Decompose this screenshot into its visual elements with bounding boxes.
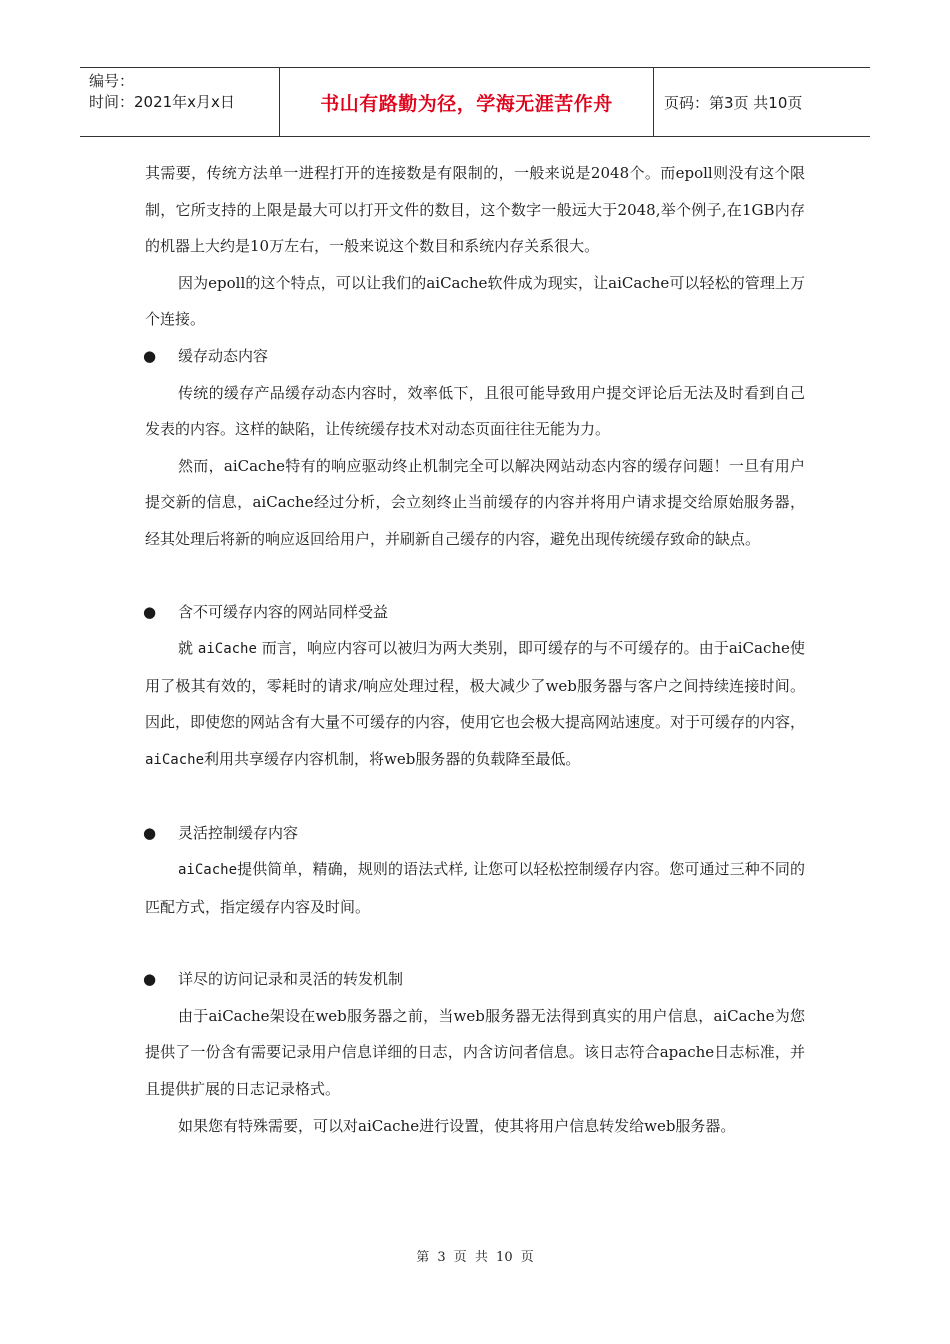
bullet-label: 详尽的访问记录和灵活的转发机制 [178, 970, 404, 989]
bullet-label: 灵活控制缓存内容 [178, 823, 299, 842]
text-run: 而言，响应内容可以被归为两大类别，即可缓存的与不可缓存的。由于aiCache使用了极其有效的，零耗时的请求/响应处理过程，极大减少了web服务器与客户之间持续连接时间。因此，即使您的网站含有大量不可缓存的内容，使用它也会极大提高网站速度。对于可缓存的内容， [145, 639, 806, 732]
bullet-label: 含不可缓存内容的网站同样受益 [178, 602, 389, 621]
date-label: 时间：2021年x月x日 [89, 93, 235, 111]
page-footer: 第 3 页 共 10 页 [416, 1250, 534, 1265]
header-table [80, 67, 870, 137]
document-body [145, 155, 805, 1144]
bullet-uncacheable [145, 594, 805, 631]
bullet-dot-icon: ● [143, 823, 157, 842]
bullet-dot-icon: ● [143, 970, 157, 989]
bullet-label: 缓存动态内容 [178, 346, 269, 365]
spacer [145, 925, 805, 961]
number-label: 编号： [89, 72, 135, 90]
paragraph-response-categories [145, 630, 805, 778]
text-run-mono: aiCache [197, 641, 257, 658]
spacer [145, 779, 805, 815]
paragraph-logging: 由于aiCache架设在web服务器之前，当web服务器无法得到真实的用户信息，aiCache为您提供了一份含有需要记录用户信息详细的日志，内含访问者信息。该日志符合apache日志标准，并且提供扩展的日志记录格式。 [145, 1006, 805, 1099]
paragraph-syntax [145, 851, 805, 925]
bullet-access-log [145, 961, 805, 998]
paragraph-epoll-feature: 因为epoll的这个特点，可以让我们的aiCache软件成为现实，让aiCache可以轻松的管理上万个连接。 [145, 273, 805, 329]
header-page-label: 页码：第3页 共10页 [664, 93, 803, 112]
bullet-dot-icon: ● [143, 602, 157, 621]
bullet-dynamic-content [145, 338, 805, 375]
bullet-dot-icon: ● [143, 346, 157, 365]
paragraph-traditional-cache: 传统的缓存产品缓存动态内容时，效率低下，且很可能导致用户提交评论后无法及时看到自己发表的内容。这样的缺陷，让传统缓存技术对动态页面往往无能为力。 [145, 383, 805, 439]
paragraph-forwarding: 如果您有特殊需要，可以对aiCache进行设置，使其将用户信息转发给web服务器。 [178, 1116, 736, 1135]
text-run-mono: aiCache [178, 862, 238, 879]
spacer [145, 558, 805, 594]
text-run-mono: aiCache [145, 751, 205, 768]
header-left-cell [80, 68, 280, 136]
text-run: 就 [178, 639, 198, 658]
paragraph-epoll-limit: 其需要，传统方法单一进程打开的连接数是有限制的，一般来说是2048个。而epoll则没有这个限制，它所支持的上限是最大可以打开文件的数目，这个数字一般远大于2048,举个例子,在1GB内存的机器上大约是10万左右，一般来说这个数目和系统内存关系很大。 [145, 164, 805, 256]
paragraph-response-driven: 然而，aiCache特有的响应驱动终止机制完全可以解决网站动态内容的缓存问题！一旦有用户提交新的信息，aiCache经过分析，会立刻终止当前缓存的内容并将用户请求提交给原始服务器，经其处理后将新的响应返回给用户，并刷新自己缓存的内容，避免出现传统缓存致命的缺点。 [145, 456, 805, 548]
bullet-flexible-control [145, 815, 805, 852]
header-motto: 书山有路勤为径，学海无涯苦作舟 [280, 68, 654, 136]
text-run: 提供简单，精确，规则的语法式样, 让您可以轻松控制缓存内容。您可通过三种不同的匹配方式，指定缓存内容及时间。 [145, 860, 805, 916]
text-run: 利用共享缓存内容机制，将web服务器的负载降至最低。 [204, 749, 581, 768]
